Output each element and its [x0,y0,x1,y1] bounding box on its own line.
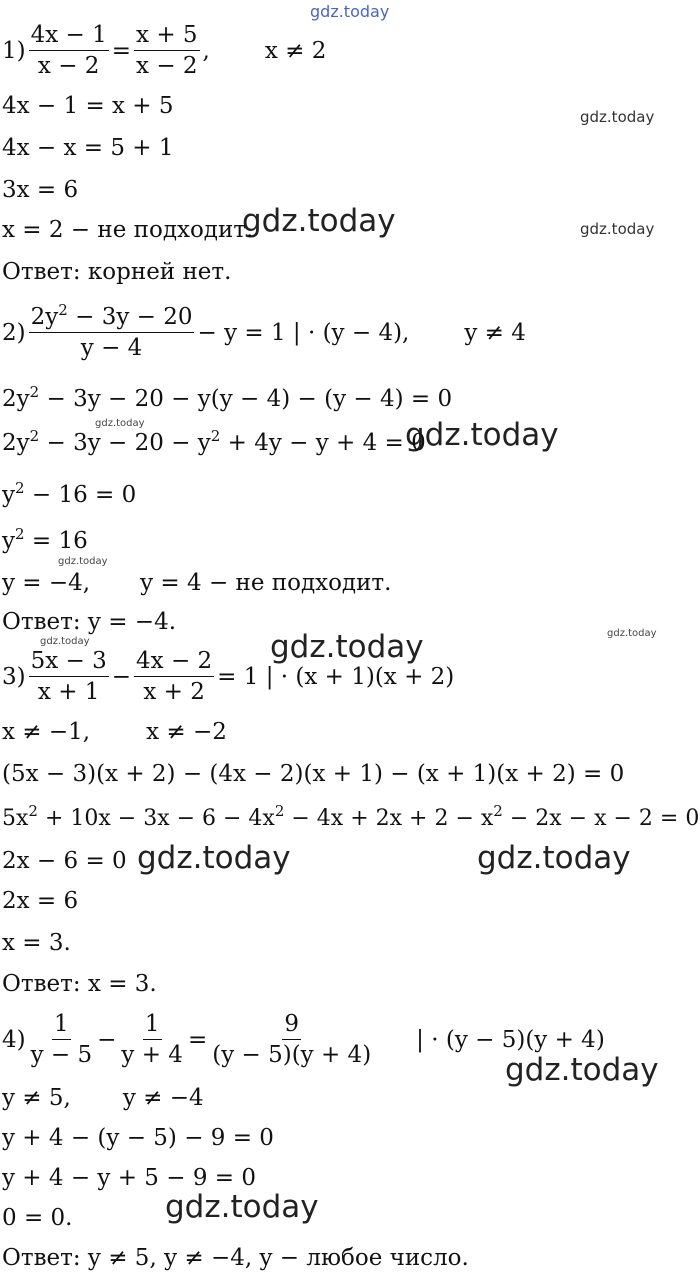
problem-label: 1) [2,38,26,64]
math-line: 4x − 1 = x + 5 [2,93,174,119]
math-line: x ≠ −1, x ≠ −2 [2,719,227,745]
math-line: 3x = 6 [2,177,79,203]
math-line: x = 2 − не подходит. [2,217,254,243]
math-line: y + 4 − y + 5 − 9 = 0 [2,1165,256,1191]
math-line: 2x = 6 [2,888,79,914]
fraction: $\frac{1}{y + 4}$ [121,1011,183,1068]
problem-label: 4) [2,1027,26,1053]
math-line: $y^2 - 16 = 0$ [2,479,137,508]
watermark: gdz.today [40,636,90,647]
p1-equation: 1) $\frac{4x - 1}{x - 2}$ = $\frac{x + 5}{x - 2}$ , x ≠ 2 [2,22,327,79]
math-line: $2y^2 - 3y - 20 - y(y - 4) - (y - 4) = 0$ [2,383,453,412]
watermark: gdz.today [58,556,108,567]
math-line: (5x − 3)(x + 2) − (4x − 2)(x + 1) − (x + 1)(x + 2) = 0 [2,761,625,787]
math-line: y = −4, y = 4 − не подходит. [2,570,392,596]
watermark: gdz.today [580,220,655,238]
fraction: $\frac{9}{(y - 5)(y + 4)}$ [212,1011,372,1068]
math-line: x = 3. [2,930,71,956]
math-line: $5x^2 + 10x - 3x - 6 - 4x^2 - 4x + 2x + 2 - x^2 - 2x - x - 2 = 0$ [2,802,700,831]
watermark: gdz.today [310,2,390,21]
answer: Ответ: y = −4. [2,609,177,635]
p4-equation: 4) $\frac{1}{y - 5}$ − $\frac{1}{y + 4}$ = $\frac{9}{(y - 5)(y + 4)}$ | · (y − 5)(y + 4) [2,1011,605,1068]
math-line: $y^2 = 16$ [2,525,88,554]
watermark: gdz.today [165,1189,319,1225]
math-line: 0 = 0. [2,1205,73,1231]
condition: y ≠ 4 [464,320,526,346]
math-line: y ≠ 5, y ≠ −4 [2,1085,204,1111]
math-line: 4x − x = 5 + 1 [2,135,174,161]
watermark: gdz.today [137,840,291,876]
problem-label: 3) [2,664,26,690]
watermark: gdz.today [477,840,631,876]
answer: Ответ: y ≠ 5, y ≠ −4, y − любое число. [2,1245,469,1271]
math-line: $2y^2 - 3y - 20 - y^2 + 4y - y + 4 = 0$ [2,427,426,456]
fraction: $\frac{1}{y - 5}$ [30,1011,93,1068]
fraction: $\frac{4x - 2}{x + 2}$ [136,648,213,705]
watermark: gdz.today [505,1052,659,1088]
p2-equation: 2) $\frac{2y^2 - 3y - 20}{y - 4}$ − y = 1 | · (y − 4), y ≠ 4 [2,301,526,361]
answer: Ответ: x = 3. [2,971,157,997]
math-line: y + 4 − (y − 5) − 9 = 0 [2,1125,274,1151]
watermark: gdz.today [95,418,145,429]
condition: x ≠ 2 [264,38,327,64]
watermark: gdz.today [242,203,396,239]
p3-equation: 3) $\frac{5x - 3}{x + 1}$ − $\frac{4x - 2}{x + 2}$ = 1 | · (x + 1)(x + 2) [2,648,455,705]
math-line: 2x − 6 = 0 [2,848,127,874]
fraction: $\frac{4x - 1}{x - 2}$ [30,22,107,79]
watermark: gdz.today [607,628,657,639]
watermark: gdz.today [270,629,424,665]
answer: Ответ: корней нет. [2,259,232,285]
problem-label: 2) [2,320,26,346]
watermark: gdz.today [580,108,655,126]
fraction: $\frac{5x - 3}{x + 1}$ [30,648,107,705]
fraction: $\frac{2y^2 - 3y - 20}{y - 4}$ [30,301,193,361]
watermark: gdz.today [405,417,559,453]
fraction: $\frac{x + 5}{x - 2}$ [136,22,198,79]
